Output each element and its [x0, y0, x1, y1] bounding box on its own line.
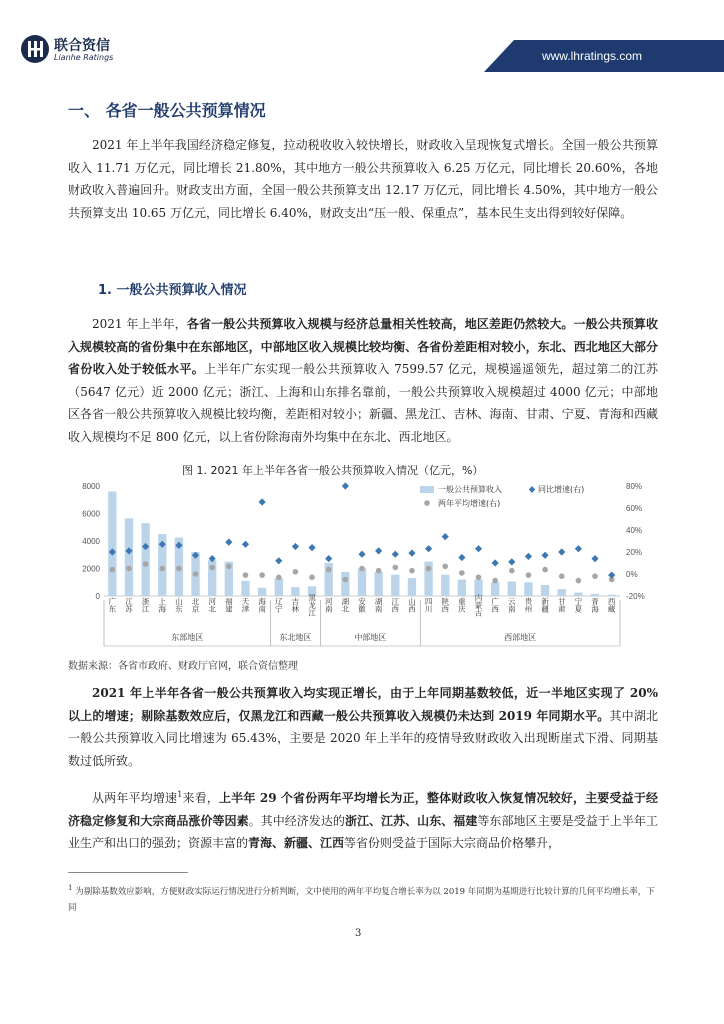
avg-growth-point: [459, 570, 465, 576]
avg-growth-point: [293, 569, 299, 575]
category-label: 西藏: [607, 597, 617, 613]
yoy-growth-point: [308, 544, 315, 551]
yoy-growth-point: [508, 558, 515, 565]
text-run: 其中湖北一般公共预算收入同比增速为 65.43%，主要是 2020 年上半年的疫情导致财政收入出现断崖式下滑、同期基数过低所致。: [68, 708, 658, 768]
bar-吉林: [291, 587, 299, 596]
brand-name-en: Lianhe Ratings: [54, 53, 114, 62]
yoy-growth-point: [275, 557, 282, 564]
bar-宁夏: [574, 593, 582, 596]
avg-growth-point: [576, 578, 582, 584]
yoy-growth-point: [458, 554, 465, 561]
avg-growth-point: [476, 575, 482, 581]
category-label: 海南: [257, 597, 267, 613]
right-tick-label: 40%: [626, 526, 643, 535]
subsection-title: 1. 一般公共预算收入情况: [98, 283, 247, 298]
avg-growth-point: [426, 566, 432, 572]
yoy-growth-point: [492, 559, 499, 566]
category-label: 新疆: [540, 597, 550, 613]
bar-湖北: [341, 572, 349, 596]
avg-growth-point: [359, 566, 365, 572]
avg-growth-point: [176, 566, 182, 572]
category-label: 四川: [424, 597, 434, 613]
bar-湖南: [374, 572, 382, 596]
legend-label: 两年平均增速(右): [438, 499, 501, 508]
brand-name-cn: 联合资信: [54, 38, 110, 54]
bold-text-run: 上半年 29 个省份两年平均增长为正，整体财政收入恢复情况较好，主要受益于经济稳定修复和大宗商品涨价等因素: [68, 791, 658, 828]
avg-growth-point: [343, 577, 349, 583]
yoy-growth-point: [475, 545, 482, 552]
category-label: 甘肃: [557, 597, 567, 613]
avg-growth-point: [326, 567, 332, 573]
text-run: 。其中经济发达的: [248, 813, 345, 828]
avg-growth-point: [209, 565, 215, 571]
yoy-growth-point: [408, 550, 415, 557]
page-header: [0, 0, 724, 75]
category-label: 青海: [590, 597, 600, 613]
bar-天津: [241, 581, 249, 596]
text-run: 2021 年上半年，: [92, 317, 187, 331]
category-label: 黑龙江: [307, 593, 317, 617]
bar-甘肃: [558, 589, 566, 596]
category-label: 湖北: [340, 597, 350, 613]
average-growth-paragraph: [68, 784, 658, 855]
category-label: 浙江: [141, 597, 151, 613]
brand-logo: [20, 34, 180, 70]
yoy-growth-point: [292, 543, 299, 550]
legend-bar-swatch: [420, 486, 434, 493]
category-label: 上海: [157, 597, 167, 613]
left-tick-label: 2000: [82, 564, 100, 574]
bar-青海: [591, 594, 599, 596]
legend-label: 同比增速(右): [538, 485, 585, 494]
bar-广西: [491, 582, 499, 596]
growth-paragraph: [68, 682, 658, 772]
yoy-growth-point: [259, 498, 266, 505]
region-label: 西部地区: [504, 633, 537, 642]
category-label: 江苏: [124, 597, 134, 613]
category-label: 贵州: [523, 597, 533, 613]
left-tick-label: 0: [95, 592, 100, 601]
region-label: 东部地区: [171, 633, 204, 642]
left-tick-label: 6000: [82, 509, 100, 519]
bar-海南: [258, 588, 266, 596]
left-tick-label: 4000: [82, 537, 100, 546]
avg-growth-point: [392, 565, 398, 571]
category-label: 广东: [107, 597, 117, 613]
category-label: 山东: [174, 597, 184, 613]
category-label: 江西: [390, 597, 400, 613]
category-label: 吉林: [290, 597, 300, 613]
lianhe-logo-icon: [20, 34, 50, 64]
footnote: [68, 880, 658, 916]
bold-text-run: 2021 年上半年各省一般公共预算收入均实现正增长，由于上年同期基数较低，近一半地区实现了 20% 以上的增速；剔除基数效应后，仅黑龙江和西藏一般公共预算收入规模仍未达到 2019 年同期水平。: [68, 686, 658, 723]
revenue-chart: [62, 478, 662, 656]
footnote-number: 1: [68, 883, 73, 892]
text-run: 从两年平均增速: [92, 791, 178, 805]
footnote-text: 为剔除基数效应影响，方便财政实际运行情况进行分析判断，文中使用的两年平均复合增长率为以 2019 年同期为基期进行比较计算的几何平均增长率，下同: [68, 886, 655, 913]
section-title: 一、 各省一般公共预算情况: [68, 101, 266, 120]
bar-浙江: [141, 523, 149, 596]
intro-paragraph: 2021 年上半年我国经济稳定修复，拉动税收收入较快增长，财政收入呈现恢复式增长。全国一般公共预算收入 11.71 万亿元，同比增长 21.80%，其中地方一般公共预算收入 6.25 万亿元，同比增长 20.60%，各地财政收入普遍回升。财政支出方面，全国一般公共预算支出 12.17 万亿元，同比增长 4.50%，其中地方一般公共预算支出 10.65 万亿元，同比增长 6.40%，财政支出“压一般、保重点”，基本民生支出得到较好保障。: [68, 138, 658, 220]
avg-growth-point: [243, 572, 249, 578]
category-label: 安徽: [357, 597, 367, 613]
yoy-growth-point: [342, 482, 349, 489]
avg-growth-point: [193, 571, 199, 577]
avg-growth-point: [559, 573, 565, 579]
avg-growth-point: [110, 567, 116, 573]
yoy-growth-point: [591, 555, 598, 562]
text-run: 等东部地区主要是受益于上半年工业生产和出口的强劲；资源丰富的: [68, 813, 658, 850]
avg-growth-point: [259, 572, 265, 578]
figure-caption: 图 1. 2021 年上半年各省一般公共预算收入情况（亿元，%）: [182, 464, 484, 477]
avg-growth-point: [226, 564, 232, 570]
legend-circle-swatch: [424, 500, 430, 506]
yoy-growth-point: [525, 553, 532, 560]
yoy-growth-point: [375, 547, 382, 554]
website-link[interactable]: www.lhratings.com: [541, 49, 642, 63]
footnote-divider: [68, 872, 188, 873]
avg-growth-point: [376, 568, 382, 574]
avg-growth-point: [509, 568, 515, 574]
category-label: 湖南: [374, 597, 384, 613]
category-label: 内蒙古: [474, 593, 484, 617]
avg-growth-point: [143, 561, 149, 567]
bar-贵州: [524, 582, 532, 596]
category-label: 河北: [207, 597, 217, 613]
right-tick-label: -20%: [626, 592, 645, 601]
avg-growth-point: [159, 566, 165, 572]
legend-diamond-swatch: [529, 486, 535, 493]
bar-山西: [408, 578, 416, 596]
avg-growth-point: [526, 572, 532, 578]
yoy-growth-point: [558, 548, 565, 555]
avg-growth-point: [409, 568, 415, 574]
category-label: 河南: [324, 597, 334, 613]
bar-广东: [108, 492, 116, 596]
text-run: 上半年广东实现一般公共预算收入 7599.57 亿元，规模遥遥领先，超过第二的江苏（5647 亿元）近 2000 亿元；浙江、上海和山东排名靠前，一般公共预算收入规模超过 4000 亿元；中部地区各省一般公共预算收入规模比较均衡，差距相对较小；新疆、黑龙江、吉林、海南、甘肃、宁夏、青海和西藏收入规模均不足 800 亿元，以上省份除海南外均集中在东北、西北地区。: [68, 362, 658, 444]
right-tick-label: 0%: [626, 570, 638, 579]
yoy-growth-point: [392, 551, 399, 558]
avg-growth-point: [542, 567, 548, 573]
right-tick-label: 60%: [626, 504, 643, 513]
bold-text-run: 青海、新疆、江西: [248, 836, 345, 850]
region-label: 中部地区: [354, 633, 387, 642]
yoy-growth-point: [608, 572, 615, 579]
category-label: 宁夏: [573, 597, 583, 613]
bar-江苏: [125, 518, 133, 596]
text-run: 来看，: [182, 791, 219, 805]
legend-label: 一般公共预算收入: [438, 485, 502, 494]
category-label: 陕西: [440, 597, 450, 613]
avg-growth-point: [492, 578, 498, 584]
text-run: 等省份则受益于国际大宗商品价格攀升，: [344, 836, 561, 850]
category-label: 福建: [224, 597, 234, 613]
figure-source: 数据来源：各省市政府、财政厅官网，联合资信整理: [68, 661, 298, 672]
yoy-growth-point: [425, 545, 432, 552]
category-label: 天津: [240, 597, 250, 613]
bar-西藏: [608, 595, 616, 596]
avg-growth-point: [592, 573, 598, 579]
yoy-growth-point: [442, 533, 449, 540]
avg-growth-point: [276, 575, 282, 581]
yoy-growth-point: [325, 555, 332, 562]
region-label: 东北地区: [279, 633, 312, 642]
yoy-growth-point: [541, 552, 548, 559]
bar-江西: [391, 575, 399, 596]
category-label: 广西: [490, 597, 500, 613]
left-tick-label: 8000: [82, 482, 100, 491]
category-label: 云南: [507, 597, 517, 613]
category-label: 重庆: [457, 597, 467, 613]
bar-安徽: [358, 569, 366, 597]
footnote-ref[interactable]: 1: [177, 790, 183, 799]
avg-growth-point: [309, 575, 315, 581]
bold-text-run: 各省一般公共预算收入规模与经济总量相关性较高，地区差距仍然较大。一般公共预算收入规模较高的省份集中在东部地区，中部地区收入规模比较均衡、各省份差距相对较小，东北、西北地区大部分省份收入处于较低水平。: [68, 317, 658, 376]
yoy-growth-point: [358, 551, 365, 558]
category-label: 山西: [407, 597, 417, 613]
bar-重庆: [458, 580, 466, 597]
page-number: 3: [355, 928, 362, 939]
avg-growth-point: [442, 564, 448, 570]
yoy-growth-point: [242, 541, 249, 548]
avg-growth-point: [126, 566, 132, 572]
yoy-growth-point: [575, 545, 582, 552]
right-tick-label: 80%: [626, 482, 643, 491]
right-tick-label: 20%: [626, 548, 643, 557]
yoy-growth-point: [225, 539, 232, 546]
revenue-paragraph: [68, 313, 658, 448]
category-label: 辽宁: [274, 597, 284, 613]
bold-text-run: 浙江、江苏、山东、福建: [344, 813, 478, 828]
bar-辽宁: [275, 578, 283, 596]
category-label: 北京: [191, 597, 201, 613]
bar-新疆: [541, 585, 549, 596]
bar-陕西: [441, 575, 449, 596]
bar-云南: [508, 582, 516, 596]
